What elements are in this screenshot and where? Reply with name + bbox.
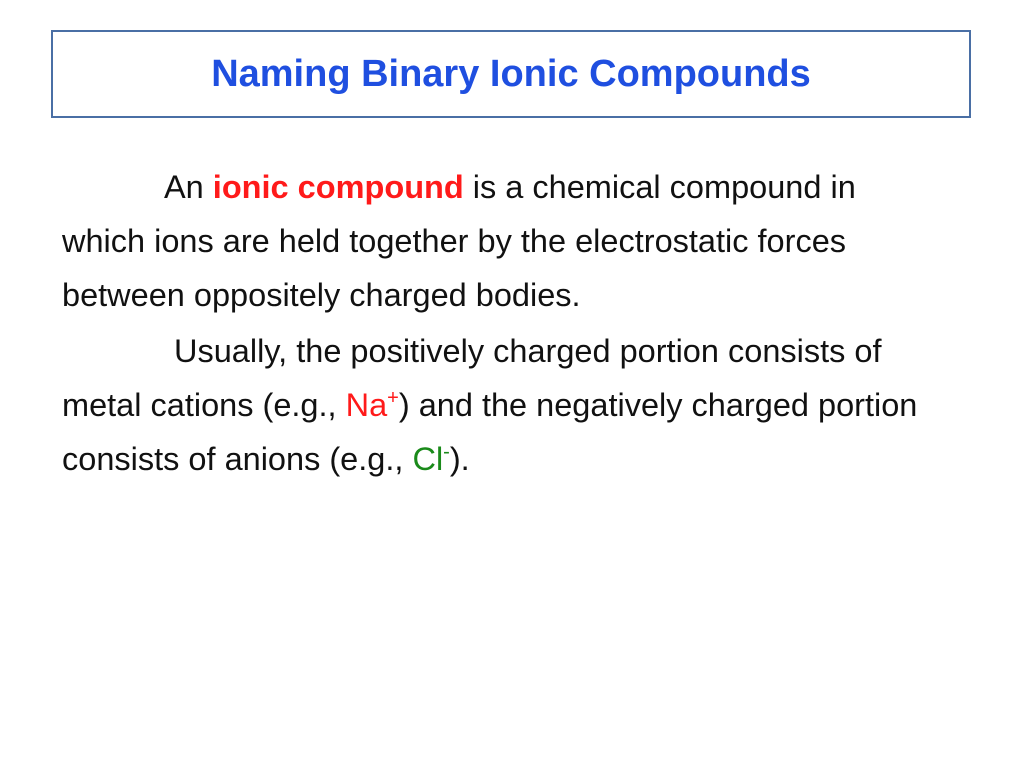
cation-symbol: Na [345, 387, 388, 423]
paragraph-2-part-1: Usually, the positively charged portion consists of metal cations (e.g., [62, 333, 882, 423]
paragraph-1-prefix: An [164, 169, 213, 205]
paragraph-definition [62, 160, 942, 322]
cation-charge: + [387, 387, 399, 410]
anion-symbol: Cl [412, 441, 444, 477]
slide-title: Naming Binary Ionic Compounds [211, 52, 811, 95]
cation-example [346, 387, 399, 423]
slide-body [62, 160, 942, 486]
paragraph-examples [62, 324, 942, 486]
highlighted-term: ionic compound [212, 169, 464, 205]
paragraph-1-suffix: is a chemical compound in which ions are held together by the electrostatic forces between oppositely charged bodies. [62, 169, 856, 313]
paragraph-2-part-2: ) and the negatively charged portion consists of anions (e.g., [62, 387, 918, 477]
title-box [51, 30, 971, 118]
anion-example [412, 441, 449, 477]
anion-charge: - [443, 441, 450, 464]
paragraph-2-part-3: ). [449, 441, 470, 477]
